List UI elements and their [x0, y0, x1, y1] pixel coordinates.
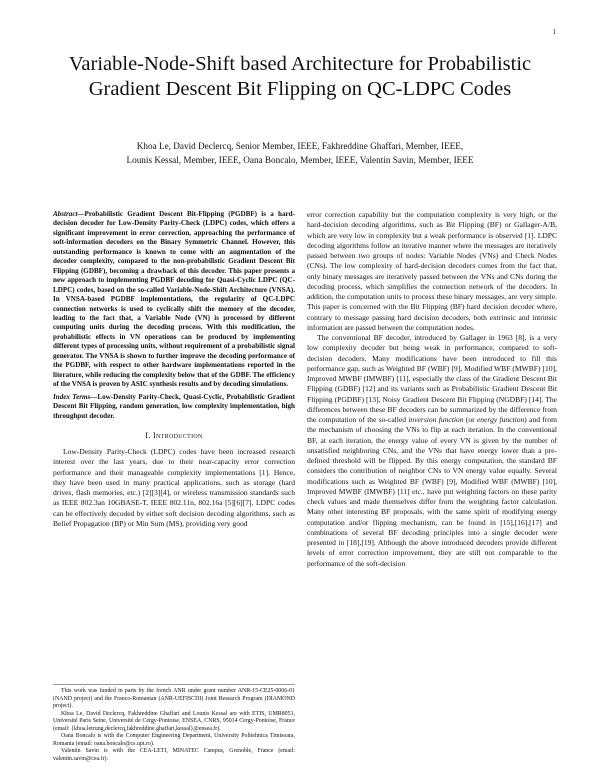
author-line-1: Khoa Le, David Declercq, Senior Member, IEEE, Fakhreddine Ghaffari, Member, IEEE, [136, 141, 464, 151]
p3-part-c: , have put weighting factors on these parity check values and made themselves differ from the weighting factor calculation. Many other interesting BF proposals, with the same spirit of modifying energy computation and/or flipping mechanism, can be found in [15],[16],[17] and combinations of several BF decoding principles into a single decoder were presented in [18],[19]. Although the above introduced decoders provide different levels of error correction improvement, they are still not comparable to the performance of the soft-decision [307, 486, 558, 568]
footnotes [53, 688, 295, 763]
index-terms-text: Low-Density Parity-Check, Quasi-Cyclic, Probabilistic Gradient Descent Bit Flipping, random generation, low complexity implementation, high throughput decoder. [53, 392, 295, 420]
index-terms [53, 393, 295, 421]
author-list [40, 140, 560, 167]
abstract-text: Probabilistic Gradient Descent Bit-Flipping (PGDBF) is a hard-decision decoder for Low-Density Parity-Check (LDPC) codes, which offers a significant improvement in error correction, approaching the performance of soft-information decoders on the Binary Symmetric Channel. However, this outstanding performance is known to come with an augmentation of the decoder complexity, compared to the non-probabilistic Gradient Descent Bit Flipping (GDBF), becoming a drawback of this decoder. This paper presents a new approach to implementing PGDBF decoding for Quasi-Cyclic LDPC (QC-LDPC) codes, based on the so-called Variable-Node-Shift Architecture (VNSA). In VNSA-based PGDBF implementations, the regularity of QC-LDPC connection networks is used to cyclically shift the memory of the decoder, leading to the fact that, a Variable Node (VN) is processed by different computing units during the decoding process. With this modification, the probabilistic effects in VN operations can be produced by implementing different types of processing units, without requirement of a probabilistic signal generator. The VNSA is shown to further improve the decoding performance of the PGDBF, with respect to other hardware implementations reported in the literature, while reducing the complexity below that of the GDBF. The efficiency of the VNSA is proven by ASIC synthesis results and by decoding simulations. [53, 210, 295, 389]
section-heading-introduction: I. Introduction [145, 430, 203, 440]
abstract [53, 210, 295, 390]
footnote-rule [53, 684, 295, 685]
paper-title: Variable-Node-Shift based Architecture for Probabilistic Gradient Descent Bit Flipping on QC-LDPC Codes [68, 53, 532, 100]
footnote-affiliation-cea: Valentin Savin is with the CEA-LETI, MINATEC Campus, Grenoble, France (email: valentin.savin@cea.fr). [53, 748, 295, 762]
right-column [307, 210, 557, 569]
left-column [53, 210, 295, 529]
author-line-2: Lounis Kessal, Member, IEEE, Oana Boncalo, Member, IEEE, Valentin Savin, Member, IEEE [126, 154, 474, 165]
p3-part-a: The conventional BF decoder, introduced by Gallager in 1963 [8], is a very low complexity decoder but being weak in performance, compared to soft-decision decoders. Many modifications have been introduced to fill this performance gap, such as Weighted BF (WBF) [9], Modified WBF (MWBF) [10], Improved MWBF (IMWBF) [11], especially the class of the Gradient Descent Bit Flipping (GDBF) [12] and its variants such as Probabilistic Gradient Descent Bit Flipping (PGDBF) [13], Noisy Gradient Descent Bit Flipping (NGDBF) [14]. The differences between these BF decoders can be summarized by the difference from the computation of the so-called [307, 333, 557, 424]
intro-paragraph-2: error correction capability but the computation complexity is very high, or the hard-decision decoding algorithms, such as Bit Flipping (BF) or Gallager-A/B, which are very low in complexity but a weak performance is observed [1]. LDPC decoding algorithms follow an iterative manner where the messages are iteratively passed between two groups of nodes: Variable Nodes (VNs) and Check Nodes (CNs). The low complexity of hard-decision decoders comes from the fact that, only binary messages are iteratively passed between the VNs and CNs during the decoding process, which simplifies the connection network of the decoders. In addition, the computation units to process these binary messages, are very simple. This paper is concerned with the Bit Flipping (BF) hard decision decoder where, contrary to message passing hard decision decoders, both extrinsic and intrinsic information are passed between the computation nodes. [307, 210, 557, 332]
intro-paragraph-3 [307, 333, 557, 569]
p3-energy-function: energy function [476, 415, 525, 424]
index-terms-lead: Index Terms— [53, 392, 98, 401]
p3-or: (or [463, 415, 477, 424]
footnote-funding: This work was funded in parts by the french ANR under grant number ANR-15-CE25-0006-01 (NAND project) and the Franco-Romanian (ANR-UEFISCDI) Joint Research Program (DIAMOND project). [53, 688, 295, 709]
footnote-affiliation-etis: Khoa Le, David Declercq, Fakhreddine Ghaffari and Lounis Kessal are with ETIS, UMR8051, Université Paris Seine, Université de Cergy-Pontoise, ENSEA, CNRS, 95014 Cergy-Pontoise, France (email: {khoa.letrung,declercq,fakhreddine.ghaffari,kessal}@ensea.fr). [53, 710, 295, 732]
intro-paragraph-1: Low-Density Parity-Check (LDPC) codes have been increased research interest over the last years, due to their near-capacity error correction performance and their manageable complexity implementations [1]. Hence, they have been used in many practical applications, such as storage (hard drives, flash memories, etc.) [2][3][4], or wireless transmission standards such as IEEE 802.3an 10GBASE-T, IEEE 802.11n, 802.16a [5][6][7]. LDPC codes can be effectively decoded by either soft decision decoding algorithms, such as Belief Propagation (BP) or Min Sum (MS), providing very good [53, 447, 295, 528]
page-number: 1 [552, 28, 556, 36]
p3-inversion-function: inversion function [408, 415, 464, 424]
footnote-affiliation-upt: Oana Boncalo is with the Computer Engineering Department, University Politehnica Timisoara, Romania (email: oana.boncalo@cs.upt.ro). [53, 733, 295, 747]
p3-etc: etc. [412, 486, 423, 496]
p3-part-b: ) and from the mechanism of choosing the VNs to flip at each iteration. In the conventional BF, at each iteration, the energy value of every VN is given by the number of unsatisfied neighboring CNs, and the VNs that have energy lower than a pre-defined threshold will be flipped. By this energy computation, the standard BF considers the contribution of neighbor CNs to VN energy value equally. Several modifications such as Weighted BF (WBF) [9], Modified WBF (MWBF) [10], Improved MWBF (IMWBF) [11] [307, 415, 557, 496]
abstract-lead: Abstract— [53, 210, 85, 218]
